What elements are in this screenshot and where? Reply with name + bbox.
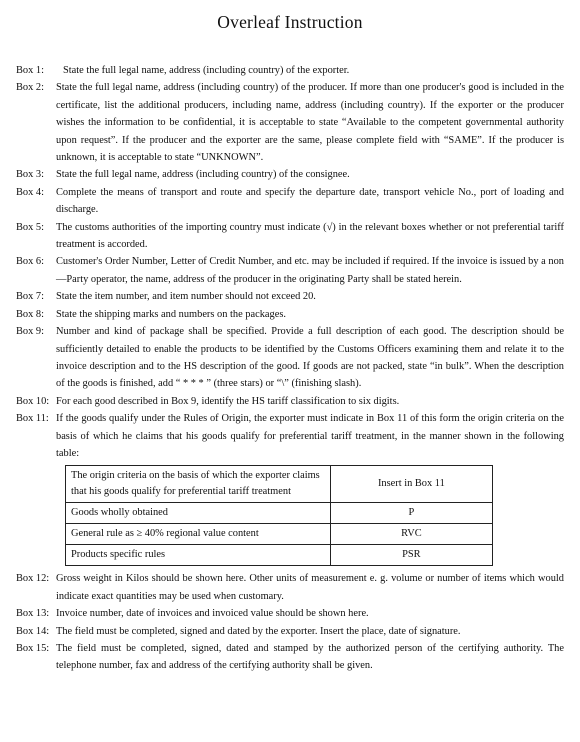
box-text: Customer's Order Number, Letter of Credit Number, and etc. may be included if required. If the invoice is issued by a non—Party operator, the name, address of the producer in the originating Party shall be stated herein. (56, 256, 564, 285)
box-2-instruction (16, 79, 564, 166)
table-cell: Goods wholly obtained (66, 503, 331, 524)
box-text: Gross weight in Kilos should be shown here. Other units of measurement e. g. volume or number of items which would indicate exact quantities may be used when customary. (56, 573, 564, 602)
box-label: Box 9: (16, 326, 45, 338)
box-label: Box 15: (16, 642, 50, 654)
box-label: Box 10: (16, 395, 50, 407)
box-label: Box 11: (16, 413, 49, 425)
box-text: Number and kind of package shall be specified. Provide a full description of each good. The description should be sufficiently detailed to enable the products to be identified by the Customs Officers examining them and relate it to the invoice description and to the HS description of the good. If goods are not packed, state “in bulk”. When the description of the goods is finished, add “ * * * ” (three stars) or “\” (finishing slash). (56, 326, 564, 390)
box-7-instruction (16, 288, 564, 305)
box-6-instruction (16, 253, 564, 288)
box-label: Box 3: (16, 169, 45, 181)
table-row (66, 545, 493, 566)
box-10-instruction (16, 393, 564, 410)
box-text: The customs authorities of the importing country must indicate (√) in the relevant boxes whether or not preferential tariff treatment is accorded. (56, 221, 564, 251)
box-text: Complete the means of transport and route and specify the departure date, transport vehicle No., port of loading and discharge. (56, 186, 564, 216)
table-row (66, 503, 493, 524)
box-5-instruction (16, 219, 564, 254)
box-label: Box 5: (16, 221, 45, 233)
table-cell: General rule as ≥ 40% regional value content (66, 524, 331, 545)
box-label: Box 12: (16, 573, 50, 585)
box-1-instruction (16, 62, 564, 79)
box-label: Box 2: (16, 82, 45, 94)
box-text: Invoice number, date of invoices and invoiced value should be shown here. (56, 608, 369, 620)
box-4-instruction (16, 184, 564, 219)
table-row (66, 524, 493, 545)
page-title: Overleaf Instruction (217, 12, 363, 32)
box-11-instruction (16, 410, 564, 462)
box-15-instruction (16, 640, 564, 675)
box-label: Box 6: (16, 256, 45, 268)
box-text: The field must be completed, signed, dated and stamped by the authorized person of the certifying authority. The telephone number, fax and address of the certifying authority shall be given. (56, 642, 564, 672)
table-cell: PSR (330, 545, 492, 566)
box-text: State the full legal name, address (including country) of the producer. If more than one producer's good is included in the certificate, list the additional producers, including name, address (including country). If the exporter or the producer wishes the information to be confidential, it is acceptable to state “Available to the competent governmental authority upon request”. If the producer and the exporter are the same, please complete field with “SAME”. If the producer is unknown, it is acceptable to state “UNKNOWN”. (56, 82, 564, 164)
box-label: Box 4: (16, 186, 45, 198)
box-3-instruction (16, 166, 564, 183)
box-text: State the full legal name, address (including country) of the consignee. (56, 169, 350, 181)
origin-criteria-table (65, 465, 493, 566)
box-14-instruction (16, 623, 564, 640)
box-text: State the item number, and item number should not exceed 20. (56, 291, 316, 303)
box-text: State the shipping marks and numbers on the packages. (56, 308, 286, 320)
instruction-list (16, 62, 564, 675)
table-header-cell: Insert in Box 11 (330, 466, 492, 503)
box-text: If the goods qualify under the Rules of Origin, the exporter must indicate in Box 11 of this form the origin criteria on the basis of which he claims that his goods qualify for preferential tariff treatment, in the manner shown in the following table: (56, 413, 564, 459)
box-label: Box 14: (16, 625, 50, 637)
box-text: For each good described in Box 9, identify the HS tariff classification to six digits. (56, 395, 400, 407)
box-13-instruction (16, 605, 564, 622)
box-text: The field must be completed, signed and dated by the exporter. Insert the place, date of signature. (56, 625, 461, 637)
box-label: Box 8: (16, 308, 45, 320)
table-cell: RVC (330, 524, 492, 545)
box-label: Box 13: (16, 608, 50, 620)
box-8-instruction (16, 306, 564, 323)
box-label: Box 1: (16, 65, 45, 76)
table-cell: Products specific rules (66, 545, 331, 566)
box-label: Box 7: (16, 291, 45, 303)
box-text: State the full legal name, address (including country) of the exporter. (63, 65, 350, 76)
table-cell: P (330, 503, 492, 524)
box-9-instruction (16, 323, 564, 393)
table-header-row (66, 466, 493, 503)
table-header-cell: The origin criteria on the basis of which the exporter claims that his goods qualify for preferential tariff treatment (66, 466, 331, 503)
box-12-instruction (16, 570, 564, 605)
